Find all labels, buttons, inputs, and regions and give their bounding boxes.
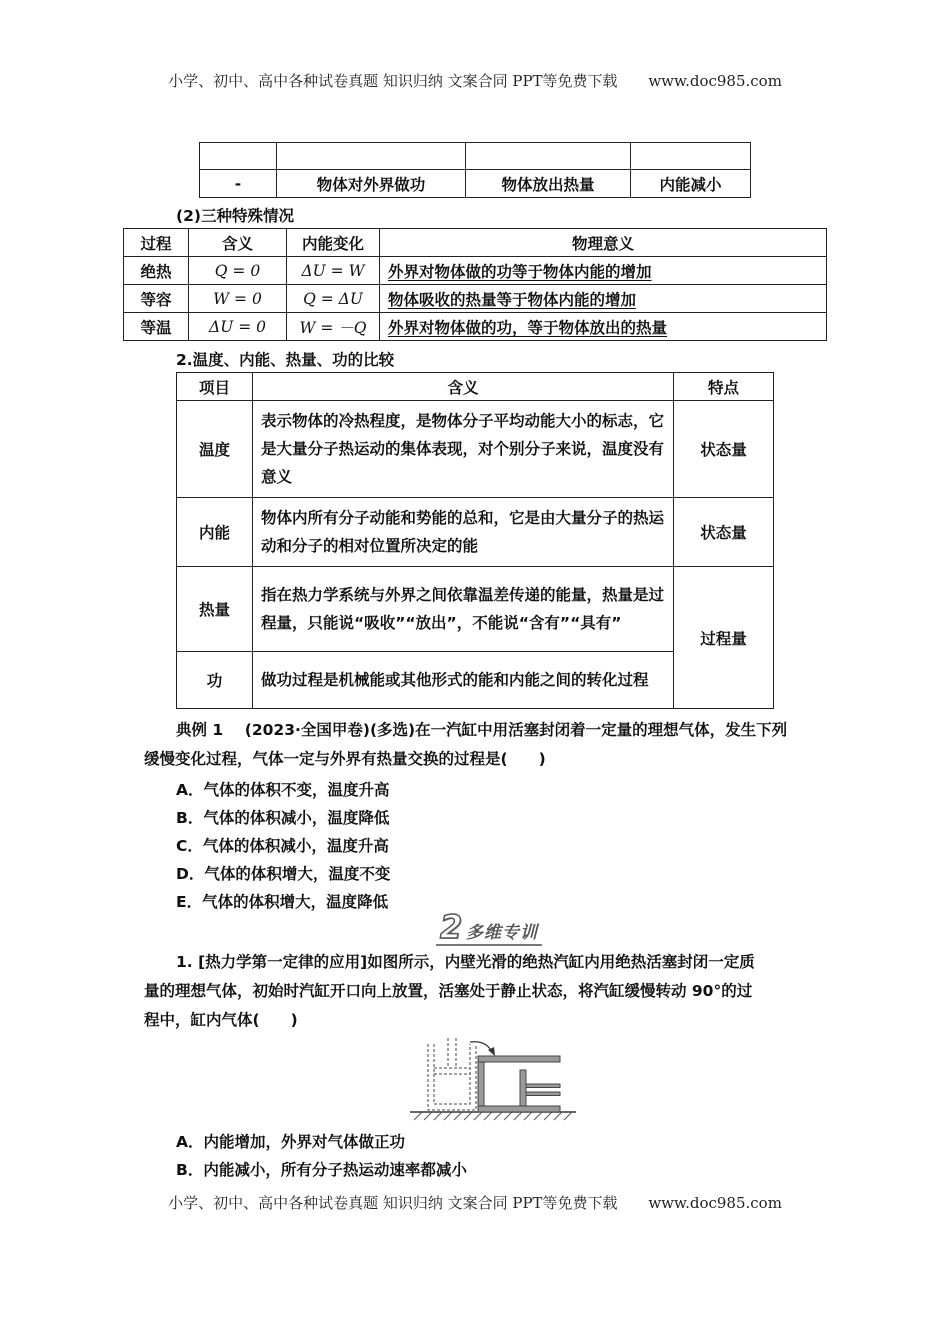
table-row bbox=[177, 567, 774, 652]
table-cell: 表示物体的冷热程度，是物体分子平均动能大小的标志，它是大量分子热运动的集体表现，对个别分子来说，温度没有意义 bbox=[253, 401, 674, 498]
table-cell: 状态量 bbox=[674, 498, 774, 567]
table-row bbox=[124, 285, 827, 313]
table-cell: 外界对物体做的功等于物体内能的增加 bbox=[388, 262, 652, 281]
ground-hatch bbox=[414, 1112, 572, 1120]
table-row bbox=[124, 313, 827, 341]
section-title: (2)三种特殊情况 bbox=[176, 207, 294, 225]
table-cell: ΔU = 0 bbox=[189, 313, 287, 341]
table-cell: W = －Q bbox=[287, 313, 380, 341]
table-row bbox=[177, 401, 774, 498]
table-cell: ΔU = W bbox=[287, 257, 380, 285]
example-stem: 在一汽缸中用活塞封闭着一定量的理想气体，发生下列 bbox=[415, 721, 788, 739]
question-line-3: 程中，缸内气体( ) bbox=[144, 1011, 298, 1029]
question-option-a: A．内能增加，外界对气体做正功 bbox=[176, 1133, 405, 1151]
table-cell: Q = 0 bbox=[189, 257, 287, 285]
table-cell: 物体内所有分子动能和势能的总和，它是由大量分子的热运动和分子的相对位置所决定的能 bbox=[253, 498, 674, 567]
header-site: www.doc985.com bbox=[648, 72, 782, 90]
cylinder-diagram bbox=[408, 1036, 578, 1122]
table-cell: 物体放出热量 bbox=[466, 170, 631, 198]
page-footer bbox=[0, 1192, 950, 1213]
column-header: 物理意义 bbox=[380, 229, 827, 257]
table-cell: 等温 bbox=[124, 313, 189, 341]
rotated-cylinder bbox=[478, 1056, 560, 1112]
table-cell: 等容 bbox=[124, 285, 189, 313]
section-title: 2.温度、内能、热量、功的比较 bbox=[176, 351, 395, 369]
banner-number: 2 bbox=[440, 908, 463, 946]
table-header-row bbox=[177, 373, 774, 401]
table-row bbox=[200, 170, 751, 198]
page-header bbox=[0, 70, 950, 91]
example-label: 典例 1 bbox=[176, 721, 224, 739]
table-cell: 内能 bbox=[177, 498, 253, 567]
comparison-table bbox=[176, 372, 774, 709]
table-cell: 指在热力学系统与外界之间依靠温差传递的能量，热量是过程量，只能说“吸收”“放出”，不能说“含有”“具有” bbox=[253, 567, 674, 652]
question-text: 如图所示，内壁光滑的绝热汽缸内用绝热活塞封闭一定质 bbox=[367, 953, 755, 971]
table-cell: 外界对物体做的功，等于物体放出的热量 bbox=[388, 318, 668, 337]
option-c: C．气体的体积减小，温度升高 bbox=[176, 837, 389, 855]
table-header-row bbox=[124, 229, 827, 257]
section-banner bbox=[436, 908, 542, 946]
initial-cylinder bbox=[428, 1038, 476, 1110]
footer-text: 小学、初中、高中各种试卷真题 知识归纳 文案合同 PPT等免费下载 bbox=[168, 1194, 618, 1212]
table-cell: Q = ΔU bbox=[287, 285, 380, 313]
table-cell: 物体对外界做功 bbox=[277, 170, 466, 198]
example-stem-line-2: 缓慢变化过程，气体一定与外界有热量交换的过程是( ) bbox=[144, 750, 546, 768]
option-a: A．气体的体积不变，温度升高 bbox=[176, 781, 390, 799]
table-cell: 状态量 bbox=[674, 401, 774, 498]
table-cell: 做功过程是机械能或其他形式的能和内能之间的转化过程 bbox=[253, 652, 674, 709]
example-stem-line-1 bbox=[176, 716, 787, 744]
column-header: 特点 bbox=[674, 373, 774, 401]
table-cell: 内能减小 bbox=[631, 170, 751, 198]
column-header: 含义 bbox=[189, 229, 287, 257]
footer-site: www.doc985.com bbox=[648, 1194, 782, 1212]
question-line-1 bbox=[176, 948, 755, 976]
banner-text: 多维专训 bbox=[466, 923, 538, 943]
header-text: 小学、初中、高中各种试卷真题 知识归纳 文案合同 PPT等免费下载 bbox=[168, 72, 618, 90]
column-header: 含义 bbox=[253, 373, 674, 401]
table-cell: 热量 bbox=[177, 567, 253, 652]
option-e: E．气体的体积增大，温度降低 bbox=[176, 893, 389, 911]
table-cell: 物体吸收的热量等于物体内能的增加 bbox=[388, 290, 637, 309]
example-source: (2023·全国甲卷)(多选) bbox=[244, 721, 416, 739]
option-d: D．气体的体积增大，温度不变 bbox=[176, 865, 391, 883]
question-prefix: 1. [热力学第一定律的应用] bbox=[176, 953, 368, 971]
first-law-table bbox=[199, 142, 751, 198]
table-row bbox=[177, 498, 774, 567]
option-b: B．气体的体积减小，温度降低 bbox=[176, 809, 390, 827]
table-cell: - bbox=[200, 170, 277, 198]
table-cell: 温度 bbox=[177, 401, 253, 498]
special-cases-table bbox=[123, 228, 827, 341]
table-cell: 绝热 bbox=[124, 257, 189, 285]
question-line-2: 量的理想气体，初始时汽缸开口向上放置，活塞处于静止状态，将汽缸缓慢转动 90°的过 bbox=[144, 982, 753, 1000]
column-header: 过程 bbox=[124, 229, 189, 257]
table-cell: 过程量 bbox=[674, 567, 774, 709]
column-header: 项目 bbox=[177, 373, 253, 401]
question-option-b: B．内能减小，所有分子热运动速率都减小 bbox=[176, 1161, 467, 1179]
table-row bbox=[124, 257, 827, 285]
column-header: 内能变化 bbox=[287, 229, 380, 257]
table-cell: 功 bbox=[177, 652, 253, 709]
table-cell: W = 0 bbox=[189, 285, 287, 313]
